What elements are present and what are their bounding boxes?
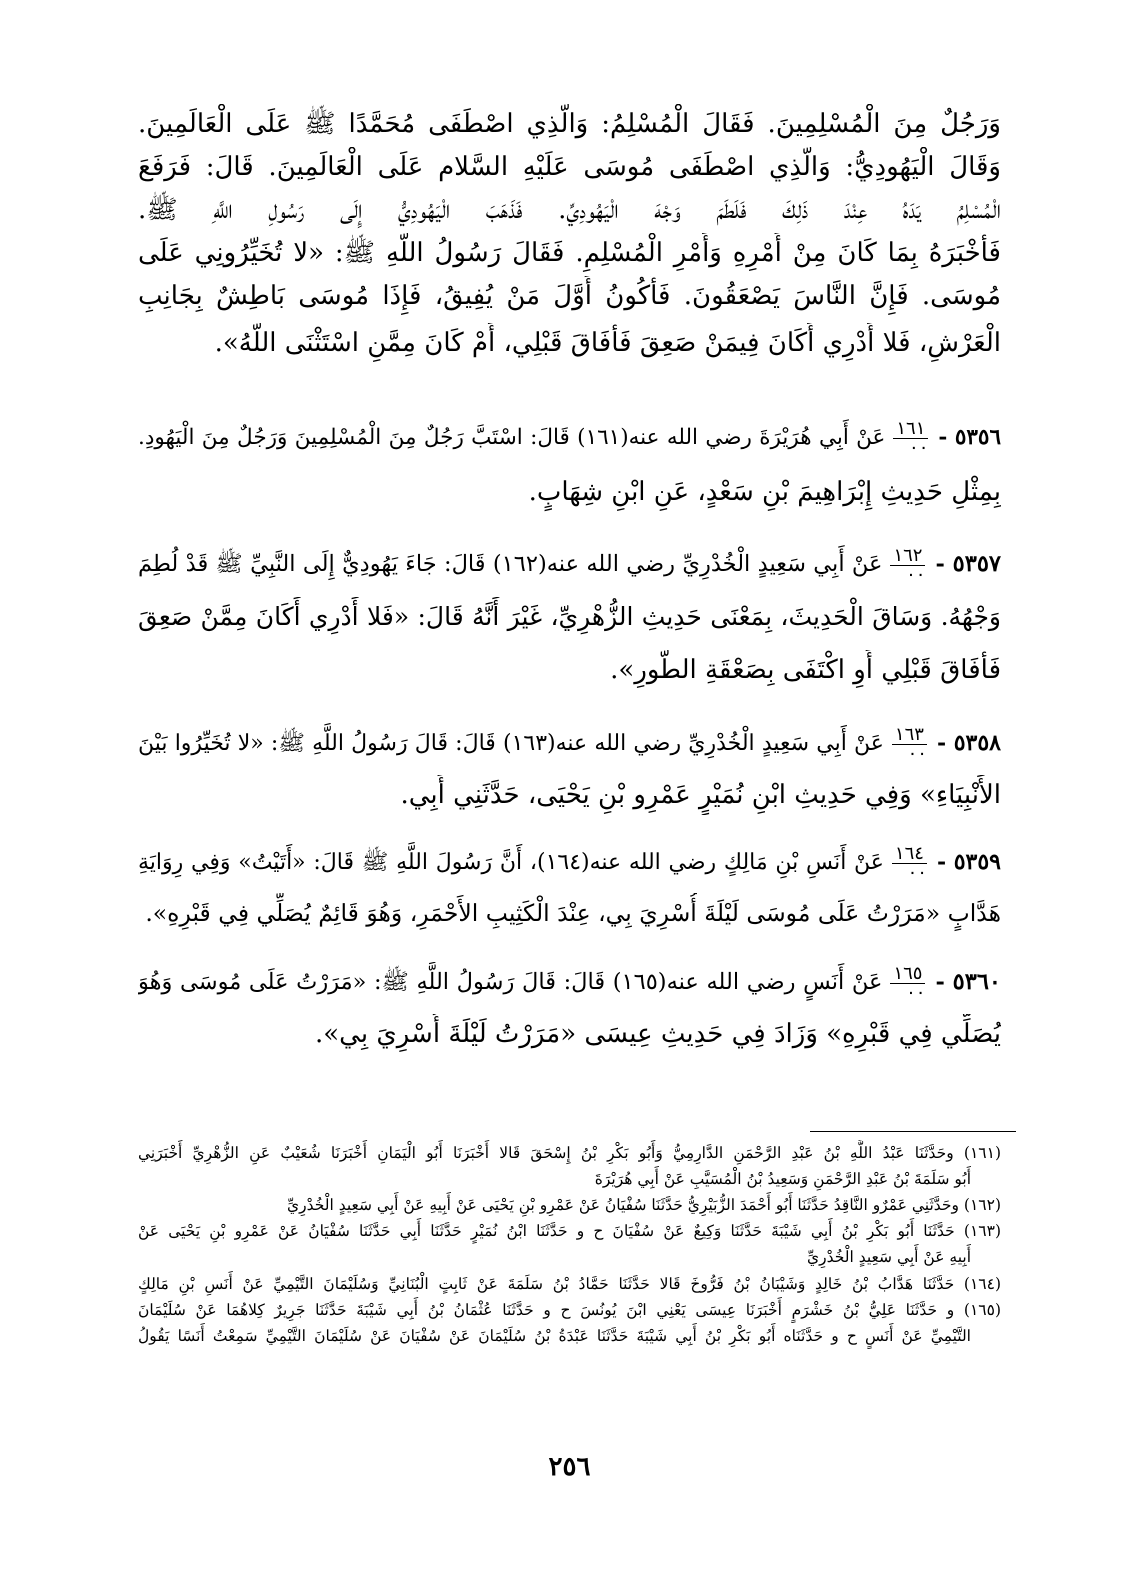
footnote-161: (١٦١) وحَدَّثَنَا عَبْدُ اللَّهِ بْنُ عَبْدِ الرَّحْمَنِ الدَّارِمِيُّ وَأَبُو بَكْرِ بْنُ إِسْحَقَ قَالا أَخْبَرَنَا أَبُو الْيَمَانِ أَخْبَرَنَا شُعَيْبٌ عَنِ الزُّهْرِيِّ أَخْبَرَنِي — [138, 1144, 1001, 1162]
hadith-reference — [890, 544, 926, 584]
reference-denominator: ٠٠ — [906, 981, 926, 1002]
hadith-number: ٥٣٥٨ - — [936, 730, 1001, 756]
body-line: فَأَخْبَرَهُ بِمَا كَانَ مِنْ أَمْرِهِ وَأَمْرِ الْمُسْلِمِ. فَقَالَ رَسُولُ اللَّهِ ﷺ: «لا تُخَيِّرُونِي عَلَى — [138, 238, 1001, 268]
reference-denominator: ٠٠ — [909, 436, 929, 458]
body-line: وَقَالَ الْيَهُودِيُّ: وَالَّذِي اصْطَفَى مُوسَى عَلَيْهِ السَّلام عَلَى الْعَالَمِينَ. قَالَ: فَرَفَعَ — [138, 152, 1001, 182]
hadith-text: عَنْ أَبِي سَعِيدٍ الْخُدْرِيِّ رضي الله عنه(١٦٢) قَالَ: جَاءَ يَهُودِيٌّ إِلَى النَّبِيِّ ﷺ قَدْ لُطِمَ — [138, 551, 883, 577]
hadith-5360 — [138, 962, 1001, 1002]
hadith-reference — [893, 420, 928, 457]
body-line: الْمُسْلِمُ يَدَهُ عِنْدَ ذَلِكَ فَلَطَمَ وَجْهَ الْيَهُودِيِّ. فَذَهَبَ الْيَهُودِيُّ إِلَى رَسُولِ اللَّهِ ﷺ. — [138, 195, 1001, 225]
footnote-165-cont: التَّيْمِيِّ عَنْ أَنَسٍ ح و حَدَّثَنَاه أَبُو بَكْرِ بْنُ أَبِي شَيْبَةَ حَدَّثَنَا عَبْدَةُ بْنُ سُلَيْمَانَ عَنْ سُفْيَانَ عَنْ سُلَيْمَانَ التَّيْمِيِّ سَمِعْتُ أَنَسًا يَقُولُ — [138, 1327, 971, 1345]
reference-denominator: ٠٠ — [907, 861, 927, 882]
body-line: يُصَلِّي فِي قَبْرِهِ» وَزَادَ فِي حَدِيثِ عِيسَى «مَرَرْتُ لَيْلَةَ أُسْرِيَ بِي». — [315, 1019, 1001, 1049]
hadith-number: ٥٣٥٧ - — [935, 551, 1001, 577]
hadith-5359 — [138, 842, 1001, 882]
body-line: الْعَرْشِ، فَلا أَدْرِي أَكَانَ فِيمَنْ صَعِقَ فَأَفَاقَ قَبْلِي، أَمْ كَانَ مِمَّنِ اسْتَثْنَى اللَّهُ». — [214, 328, 1001, 358]
hadith-text: عَنْ أَنَسِ بْنِ مَالِكٍ رضي الله عنه(١٦٤)، أَنَّ رَسُولَ اللَّهِ ﷺ قَالَ: «أَتَيْتُ» وَفِي رِوَايَةِ — [138, 850, 884, 875]
reference-numerator: ١٦٢ — [890, 547, 925, 566]
body-line: بِمِثْلِ حَدِيثِ إِبْرَاهِيمَ بْنِ سَعْدٍ، عَنِ ابْنِ شِهَابٍ. — [528, 477, 1001, 507]
hadith-number: ٥٣٦٠ - — [935, 969, 1001, 995]
body-line: الأَنْبِيَاءِ» وَفِي حَدِيثِ ابْنِ نُمَيْرٍ عَمْرِو بْنِ يَحْيَى، حَدَّثَنِي أَبِي. — [400, 780, 1001, 810]
footnote-161-cont: أَبُو سَلَمَةَ بْنُ عَبْدِ الرَّحْمَنِ وَسَعِيدُ بْنُ الْمُسَيَّبِ عَنْ أَبِي هُرَيْرَةَ — [594, 1170, 971, 1188]
hadith-reference — [890, 962, 926, 1002]
hadith-reference — [892, 723, 927, 763]
footnote-164: (١٦٤) حَدَّثَنَا هَدَّابُ بْنُ خَالِدٍ وَشَيْبَانُ بْنُ فَرُّوخَ قَالا حَدَّثَنَا حَمَّادُ بْنُ سَلَمَةَ عَنْ ثَابِتٍ الْبُنَانِيِّ وَسُلَيْمَانَ التَّيْمِيِّ عَنْ أَنَسِ بْنِ مَالِكٍ — [138, 1275, 1001, 1293]
hadith-text: عَنْ أَبِي سَعِيدٍ الْخُدْرِيِّ رضي الله عنه(١٦٣) قَالَ: قَالَ رَسُولُ اللَّهِ ﷺ: «لا تُخَيِّرُوا بَيْنَ — [138, 731, 884, 756]
reference-numerator: ١٦١ — [893, 420, 928, 439]
hadith-text: عَنْ أَبِي هُرَيْرَةَ رضي الله عنه(١٦١) قَالَ: اسْتَبَّ رَجُلٌ مِنَ الْمُسْلِمِينَ وَرَجُلٌ مِنَ الْيَهُودِ. — [138, 425, 886, 450]
body-line: مُوسَى. فَإِنَّ النَّاسَ يَصْعَقُونَ. فَأَكُونُ أَوَّلَ مَنْ يُفِيقُ، فَإِذَا مُوسَى بَاطِشٌ بِجَانِبِ — [138, 281, 1001, 311]
footnote-163: (١٦٣) حَدَّثَنَا أَبُو بَكْرِ بْنُ أَبِي شَيْبَةَ حَدَّثَنَا وَكِيعٌ عَنْ سُفْيَانَ ح و حَدَّثَنَا ابْنُ نُمَيْرٍ حَدَّثَنَا أَبِي حَدَّثَنَا سُفْيَانُ عَنْ عَمْرِو بْنِ يَحْيَى عَنْ — [138, 1222, 1001, 1240]
footnote-divider — [810, 1131, 1016, 1132]
reference-denominator: ٠٠ — [906, 563, 926, 584]
hadith-text: عَنْ أَنَسٍ رضي الله عنه(١٦٥) قَالَ: قَالَ رَسُولُ اللَّهِ ﷺ: «مَرَرْتُ عَلَى مُوسَى وَهُوَ — [138, 969, 883, 995]
hadith-5357 — [138, 544, 1001, 584]
page-number: ٢٥٦ — [548, 1452, 591, 1482]
hadith-number: ٥٣٥٩ - — [936, 849, 1001, 875]
hadith-number: ٥٣٥٦ - — [938, 425, 1001, 450]
reference-denominator: ٠٠ — [907, 742, 927, 763]
hadith-5358 — [138, 723, 1001, 763]
body-line: وَرَجُلٌ مِنَ الْمُسْلِمِينَ. فَقَالَ الْمُسْلِمُ: وَالَّذِي اصْطَفَى مُحَمَّدًا ﷺ عَلَى الْعَالَمِينَ. — [138, 109, 1001, 139]
hadith-reference — [892, 842, 927, 882]
body-line: وَجْهُهُ. وَسَاقَ الْحَدِيثَ، بِمَعْنَى حَدِيثِ الزُّهْرِيِّ، غَيْرَ أَنَّهُ قَالَ: «فَلا أَدْرِي أَكَانَ مِمَّنْ صَعِقَ — [138, 602, 1001, 631]
body-line: هَدَّابٍ «مَرَرْتُ عَلَى مُوسَى لَيْلَةَ أُسْرِيَ بِي، عِنْدَ الْكَثِيبِ الأَحْمَرِ، وَهُوَ قَائِمٌ يُصَلِّي فِي قَبْرِهِ». — [145, 899, 1001, 927]
reference-numerator: ١٦٤ — [892, 845, 927, 864]
footnote-162: (١٦٢) وحَدَّثَنِي عَمْرٌو النَّاقِدُ حَدَّثَنَا أَبُو أَحْمَدَ الزُّبَيْرِيُّ حَدَّثَنَا سُفْيَانُ عَنْ عَمْرِو بْنِ يَحْيَى عَنْ أَبِيهِ عَنْ أَبِي سَعِيدٍ الْخُدْرِيِّ — [286, 1196, 1001, 1214]
hadith-5356 — [138, 418, 1001, 458]
body-line: فَأَفَاقَ قَبْلِي أَوِ اكْتَفَى بِصَعْقَةِ الطُّورِ». — [610, 655, 1001, 685]
footnote-165: (١٦٥) و حَدَّثَنَا عَلِيُّ بْنُ خَشْرَمٍ أَخْبَرَنَا عِيسَى يَعْنِي ابْنَ يُونُسَ ح و حَدَّثَنَا عُثْمَانُ بْنُ أَبِي شَيْبَةَ حَدَّثَنَا جَرِيرٌ كِلاهُمَا عَنْ سُلَيْمَانَ — [138, 1301, 1001, 1319]
reference-numerator: ١٦٥ — [890, 965, 925, 984]
reference-numerator: ١٦٣ — [892, 726, 927, 745]
footnote-163-cont: أَبِيهِ عَنْ أَبِي سَعِيدٍ الْخُدْرِيِّ — [807, 1248, 971, 1266]
